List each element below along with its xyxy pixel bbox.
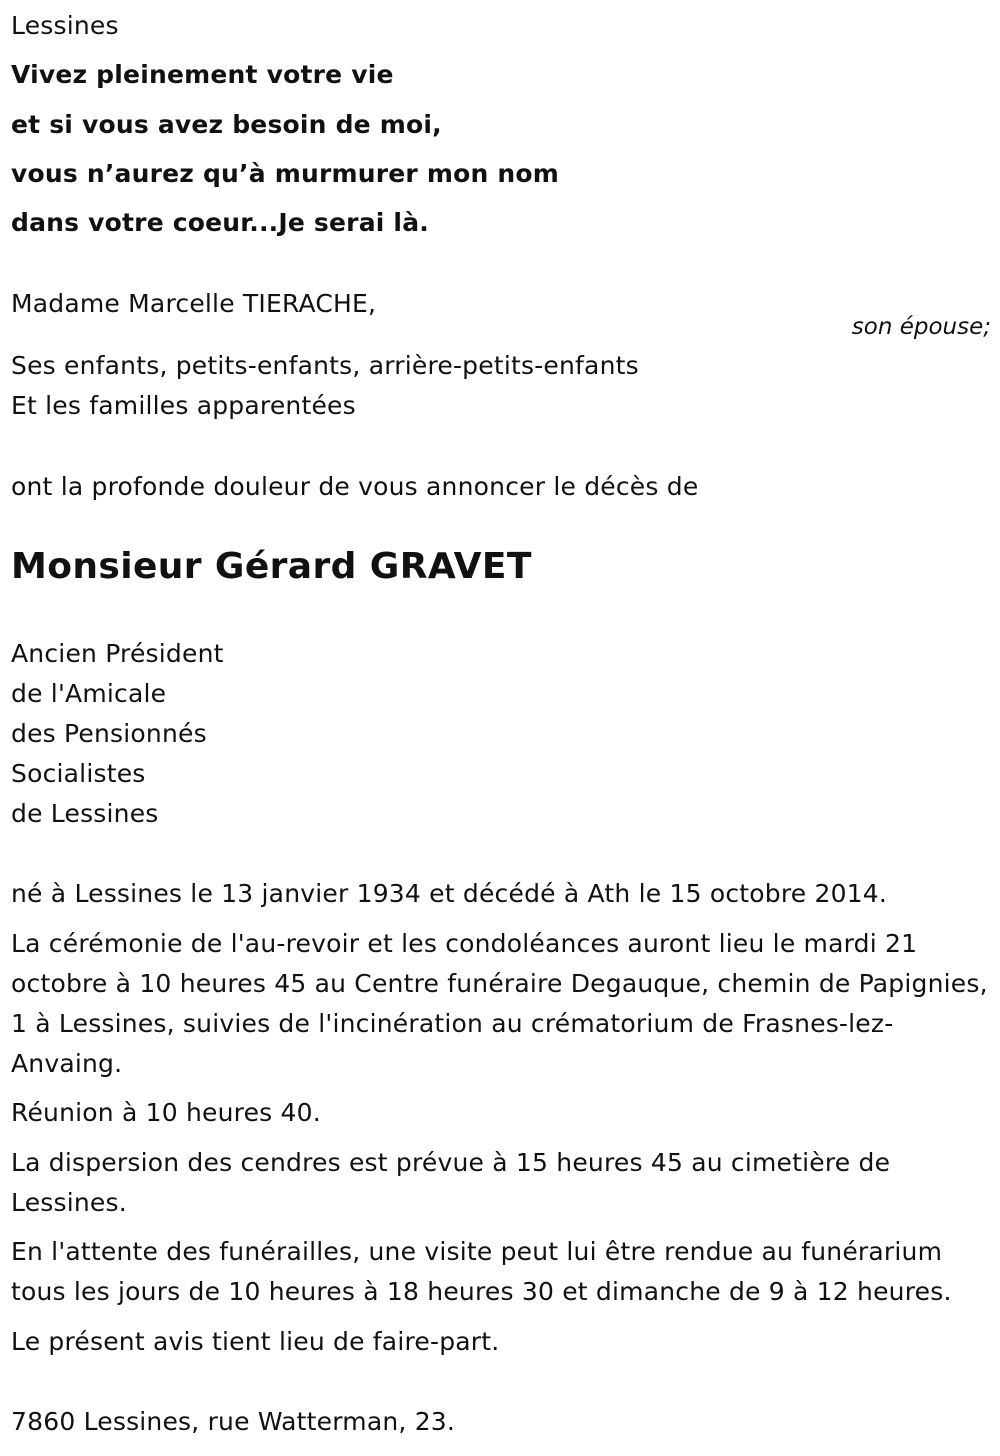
title-line-5: de Lessines: [11, 799, 159, 828]
notice-paragraph: Le présent avis tient lieu de faire-part.: [11, 1327, 500, 1356]
spouse-role: son épouse;: [851, 314, 991, 340]
poem-line-1: Vivez pleinement votre vie: [11, 60, 394, 89]
meeting-paragraph: Réunion à 10 heures 40.: [11, 1098, 321, 1127]
poem-line-3: vous n’aurez qu’à murmurer mon nom: [11, 159, 560, 188]
ashes-paragraph: La dispersion des cendres est prévue à 15 heures 45 au cimetière de Lessines.: [11, 1148, 891, 1217]
address-line: 7860 Lessines, rue Watterman, 23.: [11, 1407, 456, 1436]
title-line-4: Socialistes: [11, 759, 146, 788]
spouse-name: Madame Marcelle TIERACHE,: [11, 289, 377, 318]
header-place: Lessines: [11, 11, 119, 40]
children-line: Ses enfants, petits-enfants, arrière-petits-enfants: [11, 351, 639, 380]
announcement-intro: ont la profonde douleur de vous annoncer le décès de: [11, 472, 699, 501]
birth-death-paragraph: né à Lessines le 13 janvier 1934 et décédé à Ath le 15 octobre 2014.: [11, 879, 888, 908]
relatives-line: Et les familles apparentées: [11, 391, 356, 420]
title-line-2: de l'Amicale: [11, 679, 167, 708]
poem-line-2: et si vous avez besoin de moi,: [11, 110, 442, 139]
visit-paragraph: En l'attente des funérailles, une visite peut lui être rendue au funérarium tous les jours de 10 heures à 18 heures 30 et dimanche de 9 à 12 heures.: [11, 1237, 952, 1306]
poem-line-4: dans votre coeur...Je serai là.: [11, 208, 429, 237]
title-line-3: des Pensionnés: [11, 719, 207, 748]
deceased-name: Monsieur Gérard GRAVET: [11, 546, 532, 587]
title-line-1: Ancien Président: [11, 639, 224, 668]
ceremony-paragraph: La cérémonie de l'au-revoir et les condoléances auront lieu le mardi 21 octobre à 10 heures 45 au Centre funéraire Degauque, chemin de Papignies, 1 à Lessines, suivies de l'incinération au crématorium de Frasnes-lez-Anvaing.: [11, 929, 988, 1078]
